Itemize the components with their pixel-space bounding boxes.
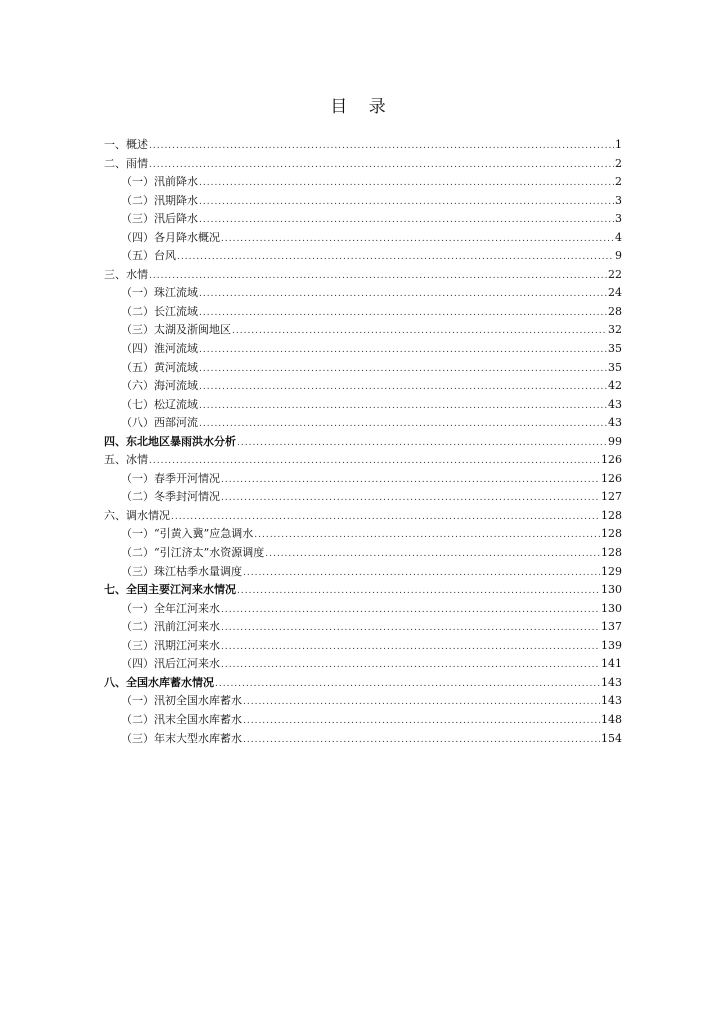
toc-leader bbox=[149, 137, 614, 156]
toc-page-number: 24 bbox=[608, 286, 622, 300]
toc-page-number: 35 bbox=[608, 342, 622, 356]
toc-page-number: 99 bbox=[608, 434, 622, 448]
toc-label: （二）冬季封河情况 bbox=[121, 490, 220, 504]
toc-label: （一）珠江流域 bbox=[121, 286, 198, 300]
toc-page-number: 148 bbox=[601, 712, 622, 726]
toc-label: （一）汛初全国水库蓄水 bbox=[121, 694, 242, 708]
toc-page-number: 128 bbox=[601, 508, 622, 522]
toc-label: （三）年末大型水库蓄水 bbox=[121, 731, 242, 745]
toc-entry-pearl-river[interactable] bbox=[104, 284, 622, 303]
toc-leader bbox=[221, 230, 614, 249]
toc-label: （二）汛前江河来水 bbox=[121, 620, 220, 634]
toc-leader bbox=[221, 601, 600, 620]
toc-label: （四）淮河流域 bbox=[121, 342, 198, 356]
toc-leader bbox=[243, 712, 600, 731]
toc-label: （五）台风 bbox=[121, 249, 176, 263]
toc-page-number: 42 bbox=[608, 379, 622, 393]
toc-leader bbox=[237, 434, 607, 453]
toc-entry-post-flood-inflow[interactable] bbox=[104, 655, 622, 674]
toc-page-number: 35 bbox=[608, 360, 622, 374]
toc-entry-taihu-zhemin[interactable] bbox=[104, 321, 622, 340]
toc-entry-year-end-storage[interactable] bbox=[104, 730, 622, 749]
toc-page-number: 154 bbox=[601, 731, 622, 745]
toc-page-number: 4 bbox=[615, 230, 622, 244]
toc-leader bbox=[265, 545, 600, 564]
toc-entry-yangtze-river[interactable] bbox=[104, 303, 622, 322]
toc-entry-typhoon[interactable] bbox=[104, 247, 622, 266]
toc-entry-annual-inflow[interactable] bbox=[104, 600, 622, 619]
toc-entry-huai-river[interactable] bbox=[104, 340, 622, 359]
toc-entry-late-flood-storage[interactable] bbox=[104, 711, 622, 730]
toc-page-number: 129 bbox=[601, 564, 622, 578]
toc-label: （三）太湖及浙闽地区 bbox=[121, 323, 231, 337]
toc-page-number: 143 bbox=[601, 694, 622, 708]
toc-label: （三）汛期江河来水 bbox=[121, 638, 220, 652]
toc-leader bbox=[149, 452, 600, 471]
toc-label: （三）汛后降水 bbox=[121, 212, 198, 226]
toc-page-number: 141 bbox=[601, 657, 622, 671]
toc-entry-hai-river[interactable] bbox=[104, 377, 622, 396]
toc-leader bbox=[199, 397, 607, 416]
toc-label: （二）汛期降水 bbox=[121, 193, 198, 207]
toc-page-number: 127 bbox=[601, 490, 622, 504]
toc-entry-northeast-storm[interactable] bbox=[104, 433, 622, 452]
toc-page-number: 3 bbox=[615, 193, 622, 207]
toc-label: （六）海河流域 bbox=[121, 379, 198, 393]
table-of-contents bbox=[104, 136, 622, 748]
toc-page-number: 1 bbox=[615, 138, 622, 151]
toc-leader bbox=[232, 322, 607, 341]
toc-leader bbox=[177, 248, 614, 267]
toc-leader bbox=[243, 564, 600, 583]
toc-label: （一）汛前降水 bbox=[121, 175, 198, 189]
toc-leader bbox=[237, 582, 600, 601]
toc-label: 八、全国水库蓄水情况 bbox=[104, 675, 214, 689]
toc-label: （五）黄河流域 bbox=[121, 360, 198, 374]
toc-label: （四）汛后江河来水 bbox=[121, 657, 220, 671]
toc-page-number: 139 bbox=[601, 638, 622, 652]
toc-label: （四）各月降水概况 bbox=[121, 230, 220, 244]
toc-leader bbox=[199, 211, 614, 230]
toc-label: 二、雨情 bbox=[104, 156, 148, 170]
toc-entry-yellow-river[interactable] bbox=[104, 359, 622, 378]
toc-leader bbox=[199, 174, 614, 193]
toc-entry-pre-flood-rain[interactable] bbox=[104, 173, 622, 192]
toc-leader bbox=[171, 508, 600, 527]
toc-label: （二）“引江济太”水资源调度 bbox=[121, 546, 265, 560]
toc-label: （一）全年江河来水 bbox=[121, 601, 220, 615]
toc-label: （一）“引黄入冀”应急调水 bbox=[121, 527, 254, 541]
toc-page-number: 22 bbox=[608, 267, 622, 281]
toc-label: 一、概述 bbox=[104, 138, 148, 151]
toc-entry-ice[interactable] bbox=[104, 451, 622, 470]
toc-page-number: 143 bbox=[601, 675, 622, 689]
toc-entry-pearl-dry-season[interactable] bbox=[104, 563, 622, 582]
toc-entry-flood-season-inflow[interactable] bbox=[104, 637, 622, 656]
toc-entry-western-rivers[interactable] bbox=[104, 414, 622, 433]
toc-leader bbox=[215, 675, 600, 694]
toc-page-number: 126 bbox=[601, 453, 622, 467]
toc-page-number: 43 bbox=[608, 416, 622, 430]
toc-leader bbox=[221, 489, 600, 508]
toc-label: 五、冰情 bbox=[104, 453, 148, 467]
toc-leader bbox=[254, 526, 600, 545]
toc-leader bbox=[199, 378, 607, 397]
toc-leader bbox=[199, 285, 607, 304]
toc-leader bbox=[243, 731, 600, 750]
toc-page-number: 9 bbox=[615, 249, 622, 263]
toc-page-number: 126 bbox=[601, 471, 622, 485]
toc-leader bbox=[221, 619, 600, 638]
toc-entry-pre-flood-inflow[interactable] bbox=[104, 618, 622, 637]
toc-entry-monthly-rain[interactable] bbox=[104, 229, 622, 248]
toc-page-number: 128 bbox=[601, 546, 622, 560]
toc-label: （一）春季开河情况 bbox=[121, 471, 220, 485]
toc-page-number: 43 bbox=[608, 397, 622, 411]
toc-entry-songliao[interactable] bbox=[104, 396, 622, 415]
toc-page-number: 130 bbox=[601, 601, 622, 615]
toc-leader bbox=[149, 267, 607, 286]
toc-page-number: 3 bbox=[615, 212, 622, 226]
toc-page-number: 32 bbox=[608, 323, 622, 337]
toc-label: 七、全国主要江河来水情况 bbox=[104, 583, 236, 597]
toc-label: 三、水情 bbox=[104, 267, 148, 281]
toc-label: （二）长江流域 bbox=[121, 304, 198, 318]
toc-label: （七）松辽流域 bbox=[121, 397, 198, 411]
toc-label: （二）汛末全国水库蓄水 bbox=[121, 712, 242, 726]
toc-page-number: 28 bbox=[608, 304, 622, 318]
toc-entry-post-flood-rain[interactable] bbox=[104, 210, 622, 229]
toc-leader bbox=[199, 415, 607, 434]
toc-leader bbox=[221, 656, 600, 675]
toc-entry-national-inflow[interactable] bbox=[104, 581, 622, 600]
toc-entry-overview[interactable] bbox=[104, 136, 622, 155]
toc-page-number: 130 bbox=[601, 583, 622, 597]
toc-label: 六、调水情况 bbox=[104, 508, 170, 522]
toc-leader bbox=[199, 341, 607, 360]
toc-page-number: 128 bbox=[601, 527, 622, 541]
toc-leader bbox=[199, 360, 607, 379]
toc-leader bbox=[221, 471, 600, 490]
toc-entry-spring-ice-break[interactable] bbox=[104, 470, 622, 489]
toc-leader bbox=[199, 193, 614, 212]
toc-label: 四、东北地区暴雨洪水分析 bbox=[104, 434, 236, 448]
toc-entry-rain[interactable] bbox=[104, 155, 622, 174]
toc-entry-flood-season-rain[interactable] bbox=[104, 192, 622, 211]
toc-leader bbox=[243, 693, 600, 712]
toc-entry-yellow-to-hebei[interactable] bbox=[104, 525, 622, 544]
toc-entry-yangtze-to-taihu[interactable] bbox=[104, 544, 622, 563]
toc-page-number: 137 bbox=[601, 620, 622, 634]
toc-entry-winter-freeze[interactable] bbox=[104, 488, 622, 507]
page-title: 目 录 bbox=[330, 97, 394, 117]
toc-entry-water-regime[interactable] bbox=[104, 266, 622, 285]
toc-leader bbox=[199, 304, 607, 323]
toc-page-number: 2 bbox=[615, 156, 622, 170]
toc-entry-reservoir-storage[interactable] bbox=[104, 674, 622, 693]
toc-label: （八）西部河流 bbox=[121, 416, 198, 430]
toc-entry-early-flood-storage[interactable] bbox=[104, 692, 622, 711]
toc-leader bbox=[221, 638, 600, 657]
toc-entry-water-transfer[interactable] bbox=[104, 507, 622, 526]
toc-label: （三）珠江枯季水量调度 bbox=[121, 564, 242, 578]
toc-leader bbox=[149, 156, 614, 175]
toc-page-number: 2 bbox=[615, 175, 622, 189]
